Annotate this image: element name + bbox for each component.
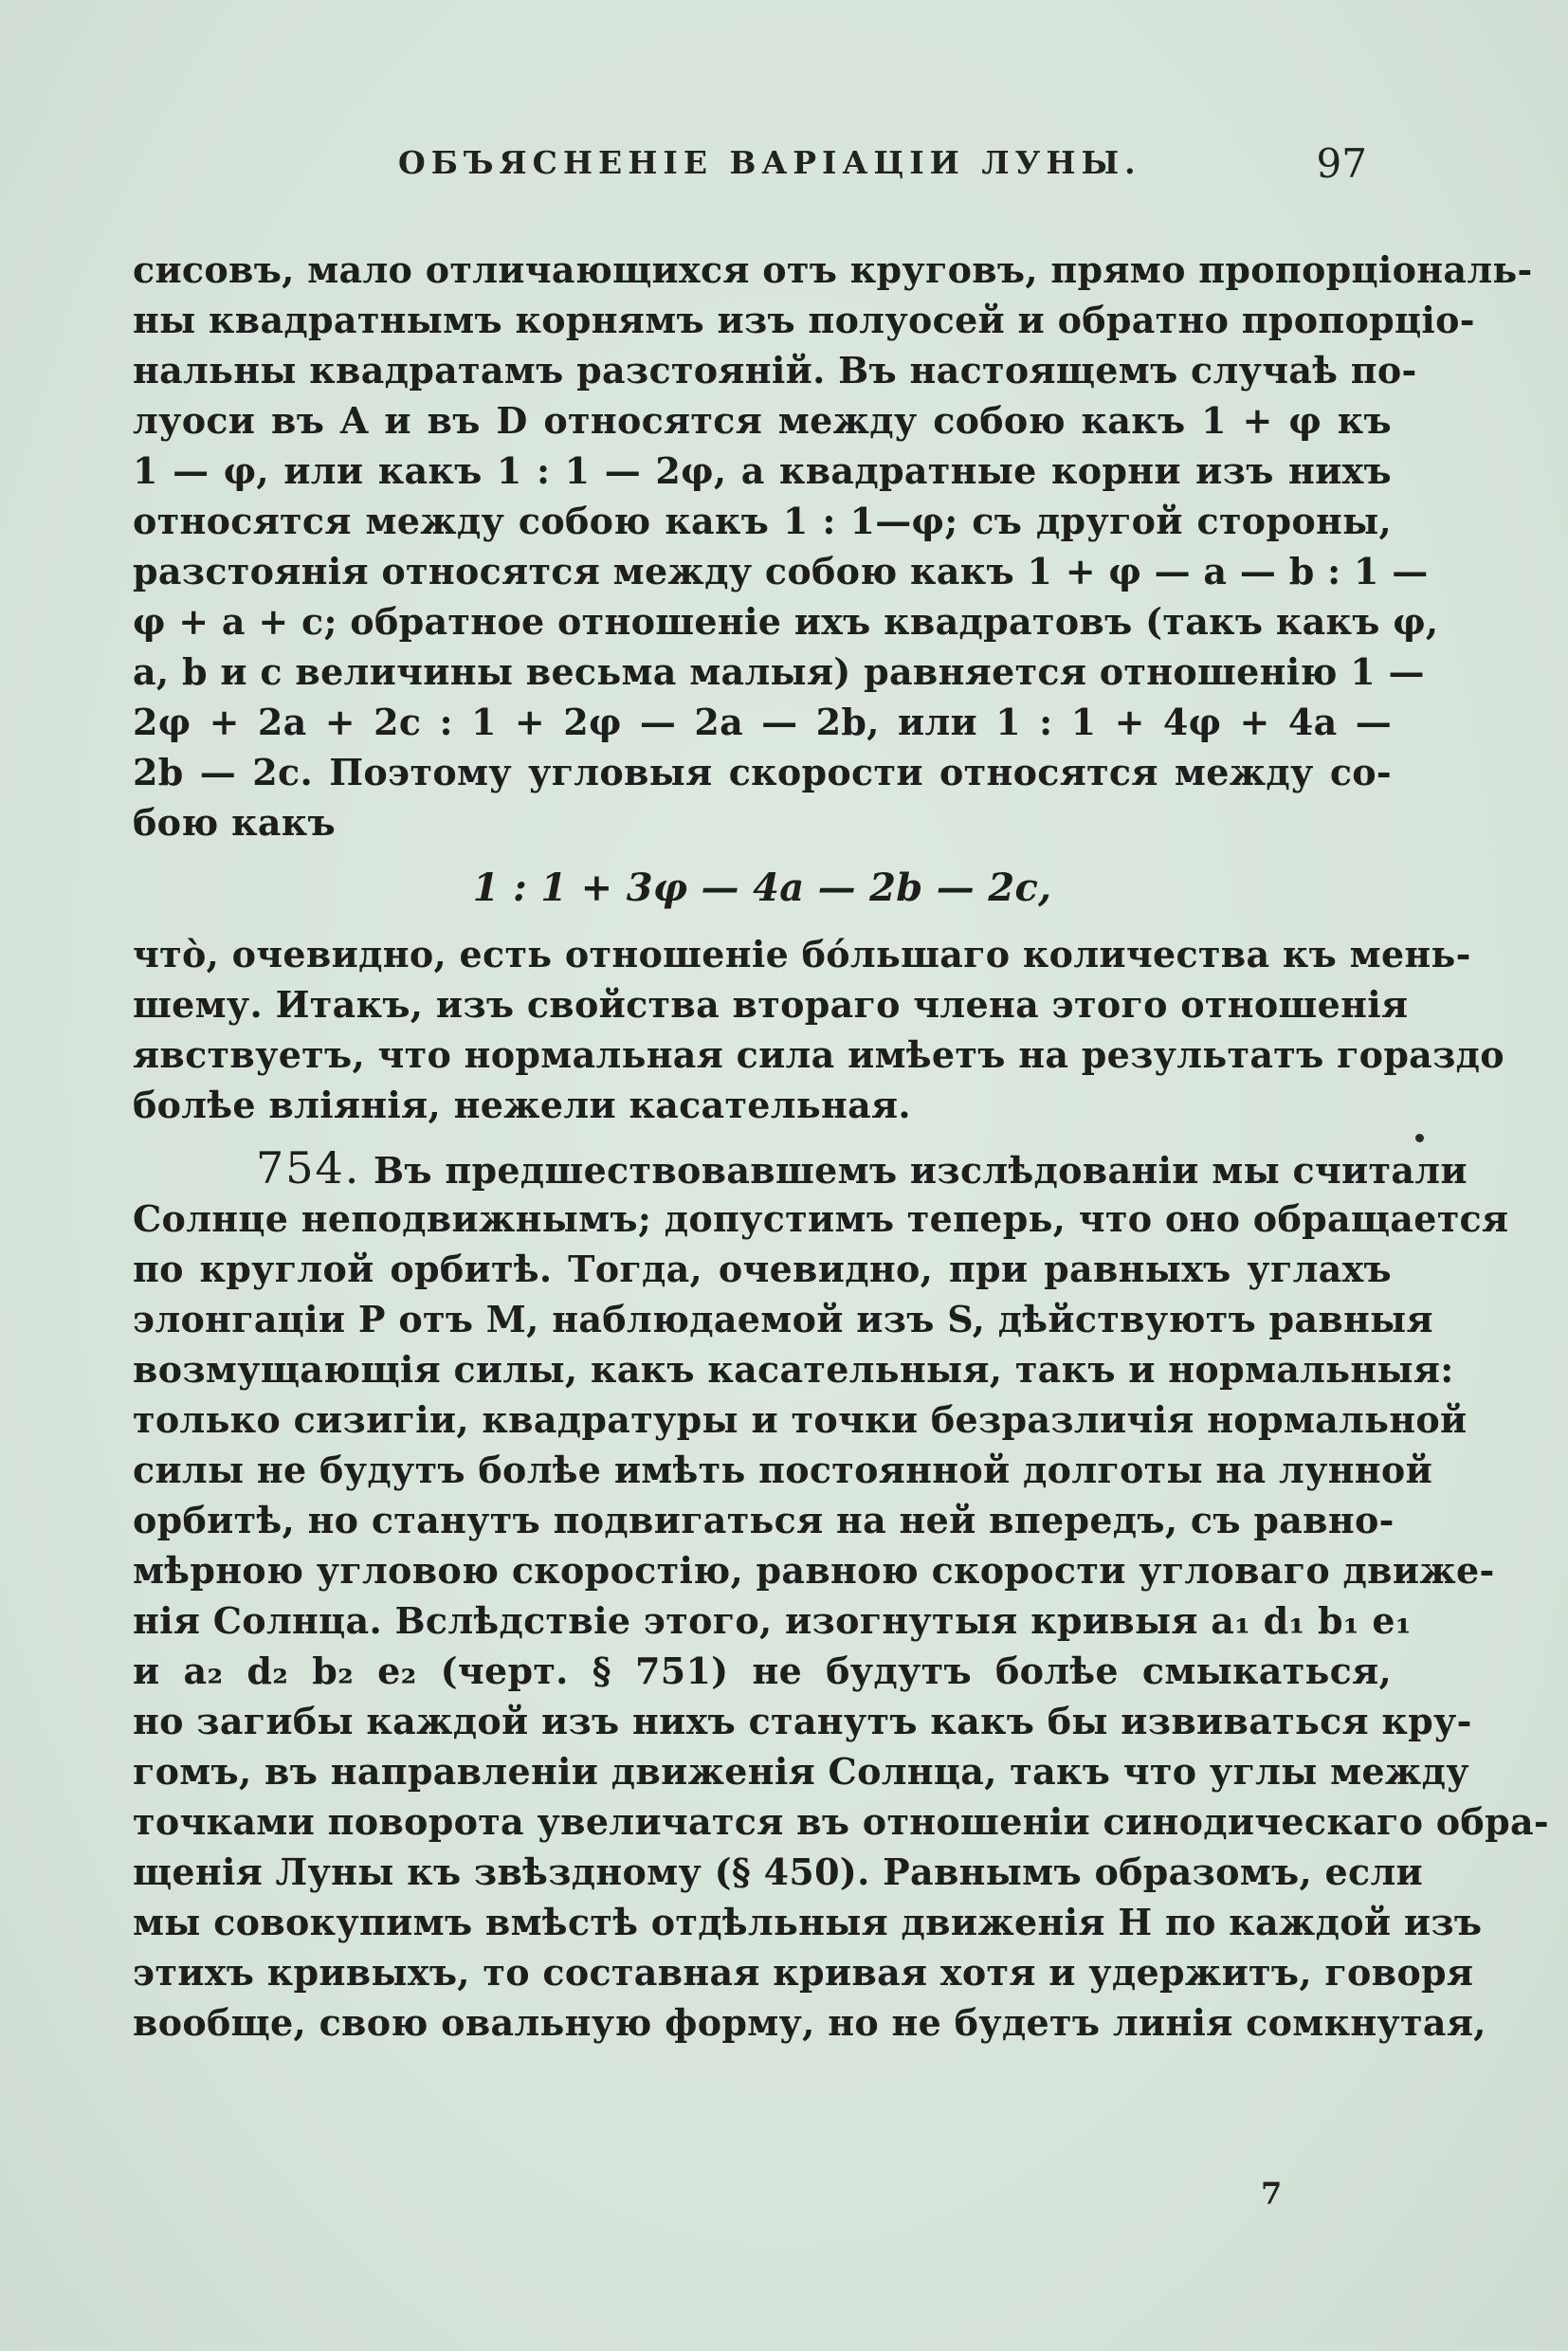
body-text bbox=[133, 245, 1549, 2048]
text-line: этихъ кривыхъ, то составная кривая хотя и удержитъ, говоря bbox=[133, 1951, 1474, 1994]
text-line: щенія Луны къ звѣздному (§ 450). Равнымъ образомъ, если bbox=[133, 1850, 1424, 1893]
running-title: ОБЪЯСНЕНІЕ ВАРІАЦІИ ЛУНЫ. bbox=[398, 144, 1141, 181]
text-line: возмущающія силы, какъ касательныя, такъ и нормальныя: bbox=[133, 1348, 1454, 1391]
text-line: разстоянія относятся между собою какъ 1 + φ — a — b : 1 — bbox=[133, 550, 1429, 592]
ink-speck bbox=[1415, 1134, 1424, 1142]
section-first-line bbox=[133, 1142, 1468, 1194]
text-line: мѣрною угловою скоростію, равною скорости угловаго движе- bbox=[133, 1549, 1495, 1592]
text-line: сисовъ, мало отличающихся отъ круговъ, прямо пропорціональ- bbox=[133, 248, 1533, 291]
text-line: a, b и c величины весьма малыя) равняется отношенію 1 — bbox=[133, 650, 1425, 693]
text-line: нальны квадратамъ разстояній. Въ настоящемъ случаѣ по- bbox=[133, 349, 1417, 392]
text-line: болѣе вліянія, нежели касательная. bbox=[133, 1084, 911, 1126]
text-line: гомъ, въ направленіи движенія Солнца, такъ что углы между bbox=[133, 1750, 1469, 1793]
text-line: элонгаціи P отъ M, наблюдаемой изъ S, дѣйствуютъ равныя bbox=[133, 1298, 1433, 1340]
text-line: ны квадратнымъ корнямъ изъ полуосей и обратно пропорціо- bbox=[133, 299, 1475, 341]
page-number: 97 bbox=[1316, 140, 1367, 187]
text-line: луоси въ A и въ D относятся между собою какъ 1 + φ къ bbox=[133, 399, 1392, 442]
text-line: и a₂ d₂ b₂ e₂ (черт. § 751) не будутъ болѣе смыкаться, bbox=[133, 1649, 1392, 1692]
text-line: вообще, свою овальную форму, но не будетъ линія сомкнутая, bbox=[133, 2001, 1486, 2044]
running-head bbox=[133, 140, 1384, 201]
text-line: точками поворота увеличатся въ отношеніи синодическаго обра- bbox=[133, 1800, 1549, 1843]
text-line: силы не будутъ болѣе имѣть постоянной долготы на лунной bbox=[133, 1449, 1433, 1491]
text-line: относятся между собою какъ 1 : 1—φ; съ другой стороны, bbox=[133, 500, 1392, 542]
section-first-line-text: Въ предшествовавшемъ изслѣдованіи мы считали bbox=[373, 1149, 1468, 1192]
display-formula: 1 : 1 + 3φ — 4a — 2b — 2c, bbox=[472, 866, 1052, 910]
text-line: φ + a + c; обратное отношеніе ихъ квадратовъ (такъ какъ φ, bbox=[133, 600, 1439, 643]
text-line: что̀, очевидно, есть отношеніе бо́льшаго количества къ мень- bbox=[133, 933, 1471, 975]
text-line: нія Солнца. Вслѣдствіе этого, изогнутыя кривыя a₁ d₁ b₁ e₁ bbox=[133, 1599, 1412, 1642]
text-line: бою какъ bbox=[133, 801, 336, 844]
text-line: шему. Итакъ, изъ свойства втораго члена этого отношенія bbox=[133, 983, 1409, 1026]
text-line: по круглой орбитѣ. Тогда, очевидно, при равныхъ углахъ bbox=[133, 1248, 1392, 1290]
text-line: только сизигіи, квадратуры и точки безразличія нормальной bbox=[133, 1398, 1468, 1441]
text-line: 2b — 2c. Поэтому угловыя скорости относятся между со- bbox=[133, 751, 1392, 793]
text-line: Солнце неподвижнымъ; допустимъ теперь, что оно обращается bbox=[133, 1197, 1509, 1240]
paragraph-gap bbox=[133, 1130, 1392, 1143]
text-line: орбитѣ, но станутъ подвигаться на ней впередъ, съ равно- bbox=[133, 1499, 1395, 1541]
text-line: 1 — φ, или какъ 1 : 1 — 2φ, а квадратные корни изъ нихъ bbox=[133, 449, 1392, 492]
text-line: явствуетъ, что нормальная сила имѣетъ на результатъ гораздо bbox=[133, 1033, 1504, 1076]
signature-mark: 7 bbox=[1261, 2176, 1283, 2212]
text-line: 2φ + 2a + 2c : 1 + 2φ — 2a — 2b, или 1 : 1 + 4φ + 4a — bbox=[133, 701, 1392, 743]
text-line: но загибы каждой изъ нихъ станутъ какъ бы извиваться кру- bbox=[133, 1700, 1472, 1742]
text-line: мы совокупимъ вмѣстѣ отдѣльныя движенія H по каждой изъ bbox=[133, 1901, 1483, 1943]
section-number: 754. bbox=[256, 1142, 361, 1194]
